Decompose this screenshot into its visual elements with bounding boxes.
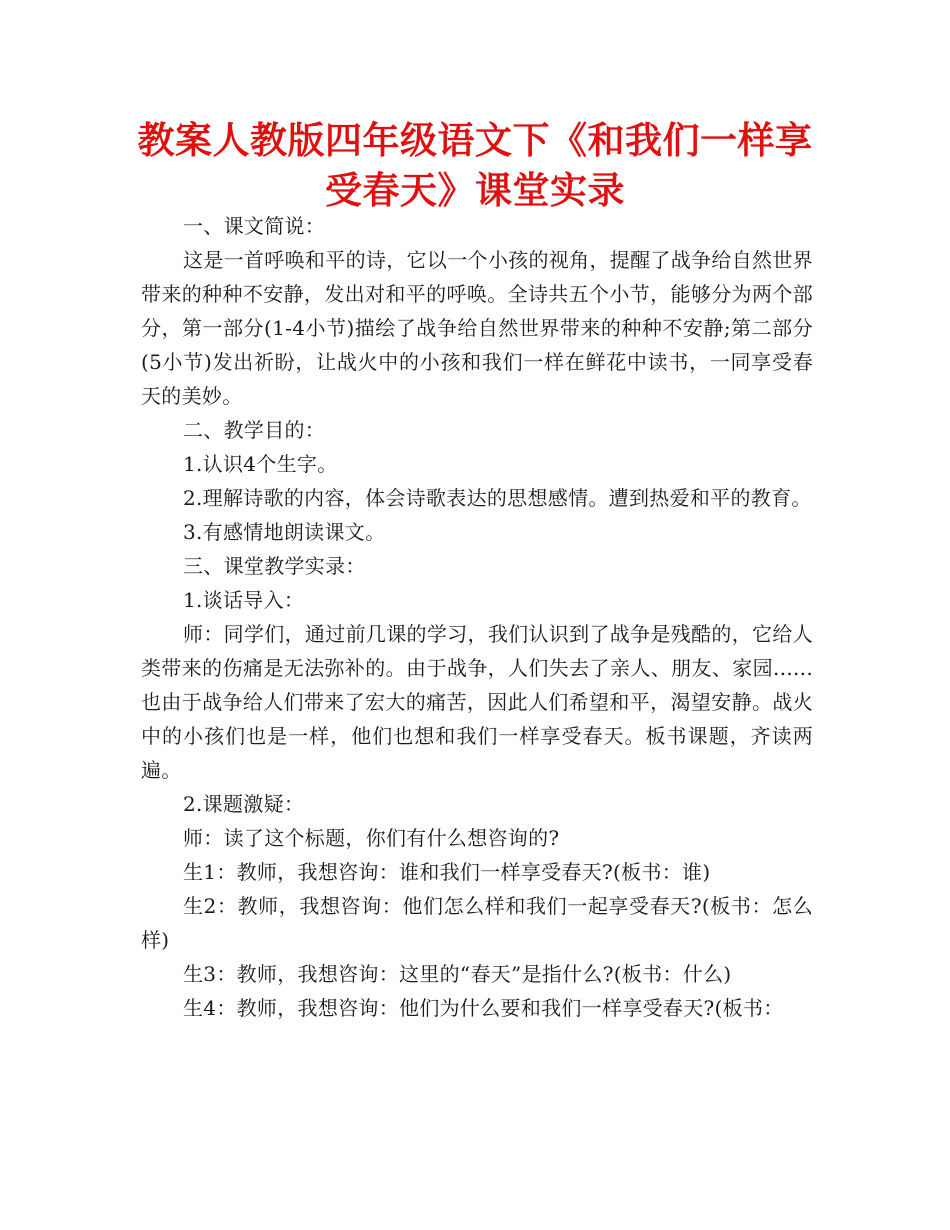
list-item: 3.有感情地朗读课文。 <box>183 520 386 544</box>
title-line-1: 教案人教版四年级语文下《和我们一样享 <box>137 119 813 162</box>
dialogue-line: 生2：教师，我想咨询：他们怎么样和我们一起享受春天?(板书：怎么样) <box>141 894 813 952</box>
dialogue-line: 生3：教师，我想咨询：这里的“春天”是指什么?(板书：什么) <box>183 962 732 986</box>
paragraph: 师：同学们，通过前几课的学习，我们认识到了战争是残酷的，它给人类带来的伤痛是无法弥补的。由于战争，人们失去了亲人、朋友、家园......也由于战争给人们带来了宏大的痛苦，因此人们希望和平，渴望安静。战火中的小孩们也是一样，他们也想和我们一样享受春天。板书课题，齐读两遍。 <box>141 622 813 782</box>
document-title <box>120 116 830 216</box>
paragraph: 这是一首呼唤和平的诗，它以一个小孩的视角，提醒了战争给自然世界带来的种种不安静，发出对和平的呼唤。全诗共五个小节，能够分为两个部分，第一部分(1-4小节)描绘了战争给自然世界带来的种种不安静;第二部分(5小节)发出祈盼，让战火中的小孩和我们一样在鲜花中读书，一同享受春天的美妙。 <box>141 248 813 408</box>
title-line-2: 受春天》课堂实录 <box>325 169 625 212</box>
dialogue-line: 生4：教师，我想咨询：他们为什么要和我们一样享受春天?(板书： <box>183 996 784 1020</box>
subsection-heading: 2.课题激疑： <box>183 792 305 816</box>
section-heading: 一、课文简说： <box>183 214 326 238</box>
dialogue-line: 师：读了这个标题，你们有什么想咨询的? <box>183 826 560 850</box>
subsection-heading: 1.谈话导入： <box>183 588 305 612</box>
section-heading: 三、课堂教学实录： <box>183 554 366 578</box>
list-item: 2.理解诗歌的内容，体会诗歌表达的思想感情。遭到热爱和平的教育。 <box>183 486 812 510</box>
dialogue-line: 生1：教师，我想咨询：谁和我们一样享受春天?(板书：谁) <box>183 860 711 884</box>
section-heading: 二、教学目的： <box>183 418 326 442</box>
document-body <box>141 209 813 1025</box>
list-item: 1.认识4个生字。 <box>183 452 338 476</box>
